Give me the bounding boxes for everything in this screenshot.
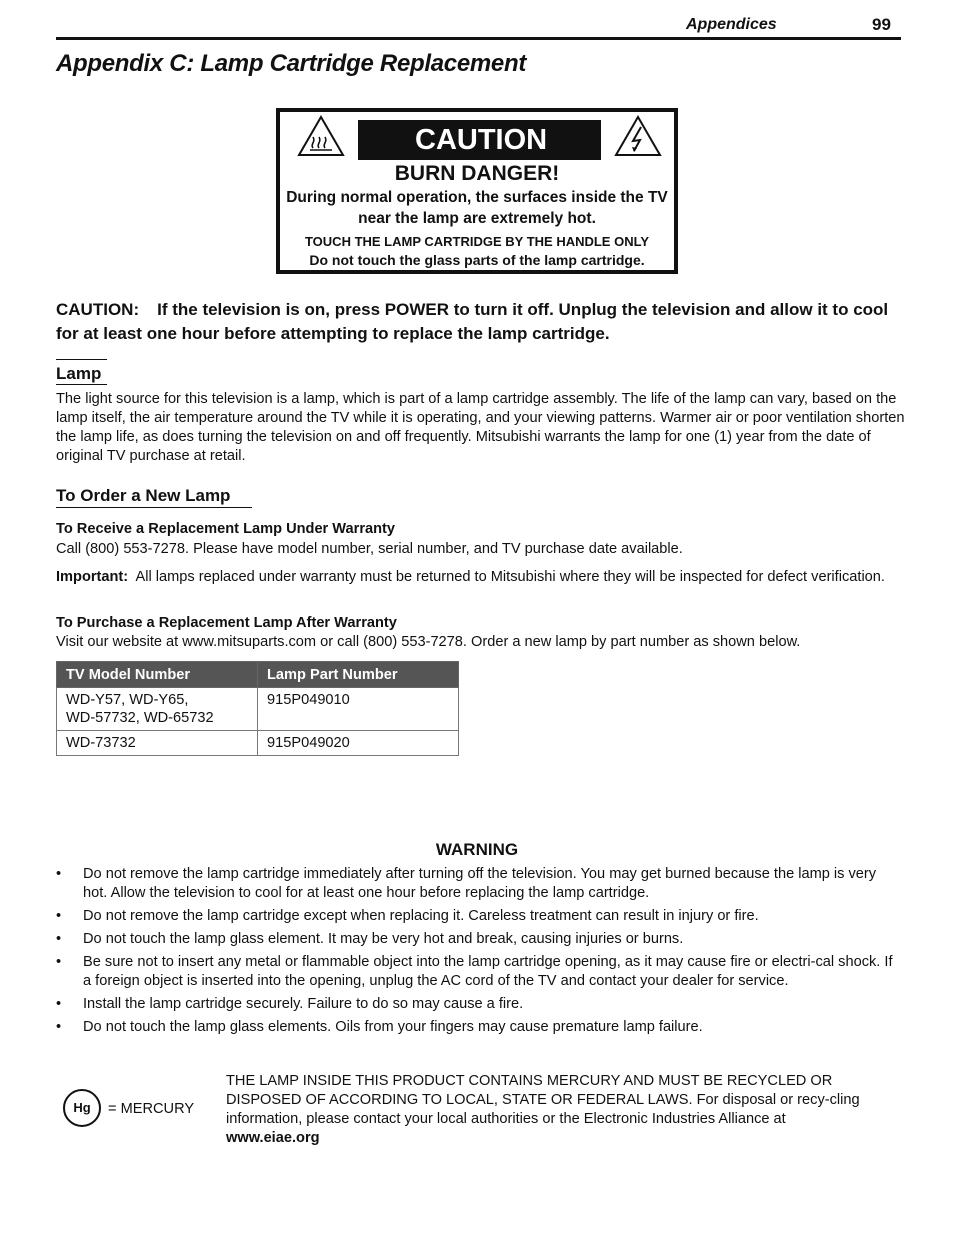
header-rule [56, 37, 901, 40]
burn-danger-description: During normal operation, the surfaces inside the TV near the lamp are extremely hot. [286, 189, 668, 227]
part-cell: 915P049020 [258, 731, 459, 756]
burn-danger-heading: BURN DANGER! [394, 162, 560, 185]
caution-label: CAUTION: [56, 300, 140, 319]
column-header: Lamp Part Number [258, 662, 459, 688]
lamp-paragraph: The light source for this television is a lamp, which is part of a lamp cartridge assembly. The life of the lamp can vary, based on the lamp itself, the air temperature around the TV while it is operating, and your viewing patterns. Warmer air or poor ventilation shorten the lamp life, as does turning the television on and off frequently. Mitsubishi warrants the lamp for one (1) year from the date of original TV purchase at retail. [56, 391, 905, 464]
running-header-section: Appendices [686, 16, 777, 33]
after-warranty-subheading: To Purchase a Replacement Lamp After Warranty [56, 615, 397, 631]
important-text: All lamps replaced under warranty must be returned to Mitsubishi where they will be inspected for defect verification. [135, 569, 885, 585]
eiae-link[interactable]: www.eiae.org [226, 1130, 320, 1146]
handle-note: TOUCH THE LAMP CARTRIDGE BY THE HANDLE ONLY [304, 234, 650, 249]
caution-text: If the television is on, press POWER to turn it off. Unplug the television and allow it to cool for at least one hour before attempting to replace the lamp cartridge. [56, 300, 889, 343]
list-item: • Install the lamp cartridge securely. Failure to do so may cause a fire. [56, 996, 524, 1012]
important-label: Important: [56, 569, 129, 585]
mercury-symbol-icon: Hg [63, 1089, 101, 1127]
column-header: TV Model Number [57, 662, 258, 688]
list-item: • Do not remove the lamp cartridge except when replacing it. Careless treatment can result in injury or fire. [56, 908, 759, 924]
section-rule [56, 359, 107, 360]
list-item: • Be sure not to insert any metal or flammable object into the lamp cartridge opening, as it may cause fire or electri-cal shock. If a foreign object is inserted into the opening, unplug the AC cord of the TV and contact your dealer for service. [56, 954, 893, 989]
model-cell: WD-73732 [57, 731, 258, 756]
warning-list [56, 865, 896, 1041]
table-header-row [57, 662, 459, 688]
section-underline [56, 384, 107, 385]
table-row [57, 688, 459, 731]
part-cell: 915P049010 [258, 688, 459, 731]
order-heading: To Order a New Lamp [56, 486, 231, 505]
important-note [56, 568, 906, 587]
table-row [57, 731, 459, 756]
list-item: • Do not remove the lamp cartridge immediately after turning off the television. You may get burned because the lamp is very hot. Allow the television to cool for at least one hour before replacing the lamp cartridge. [56, 866, 877, 901]
warranty-subheading: To Receive a Replacement Lamp Under Warranty [56, 521, 396, 537]
electric-shock-icon [613, 114, 663, 158]
glass-note: Do not touch the glass parts of the lamp cartridge. [309, 252, 645, 268]
lamp-part-table [56, 661, 459, 756]
list-item: • Do not touch the lamp glass element. It may be very hot and break, causing injuries or burns. [56, 931, 684, 947]
hot-surface-icon [296, 114, 346, 158]
caution-banner: CAUTION [358, 120, 601, 160]
warranty-text: Call (800) 553-7278. Please have model number, serial number, and TV purchase date available. [56, 541, 683, 557]
mercury-label: = MERCURY [108, 1101, 195, 1117]
mercury-disposal-text: THE LAMP INSIDE THIS PRODUCT CONTAINS MERCURY AND MUST BE RECYCLED OR DISPOSED OF ACCORDING TO LOCAL, STATE OR FEDERAL LAWS. For disposal or recy-cling information, please contact your local authorities or the Electronic Industries Alliance at www.eiae.org [226, 1073, 860, 1146]
list-item: • Do not touch the lamp glass elements. Oils from your fingers may cause premature lamp failure. [56, 1019, 703, 1035]
after-warranty-text: Visit our website at www.mitsuparts.com or call (800) 553-7278. Order a new lamp by part number as shown below. [56, 634, 801, 650]
power-caution [56, 298, 906, 346]
model-cell: WD-Y57, WD-Y65, WD-57732, WD-65732 [57, 688, 258, 731]
page-number: 99 [872, 15, 891, 34]
section-underline [56, 507, 252, 508]
page-title: Appendix C: Lamp Cartridge Replacement [56, 50, 527, 77]
lamp-heading: Lamp [56, 364, 102, 383]
warning-heading: WARNING [435, 840, 519, 859]
